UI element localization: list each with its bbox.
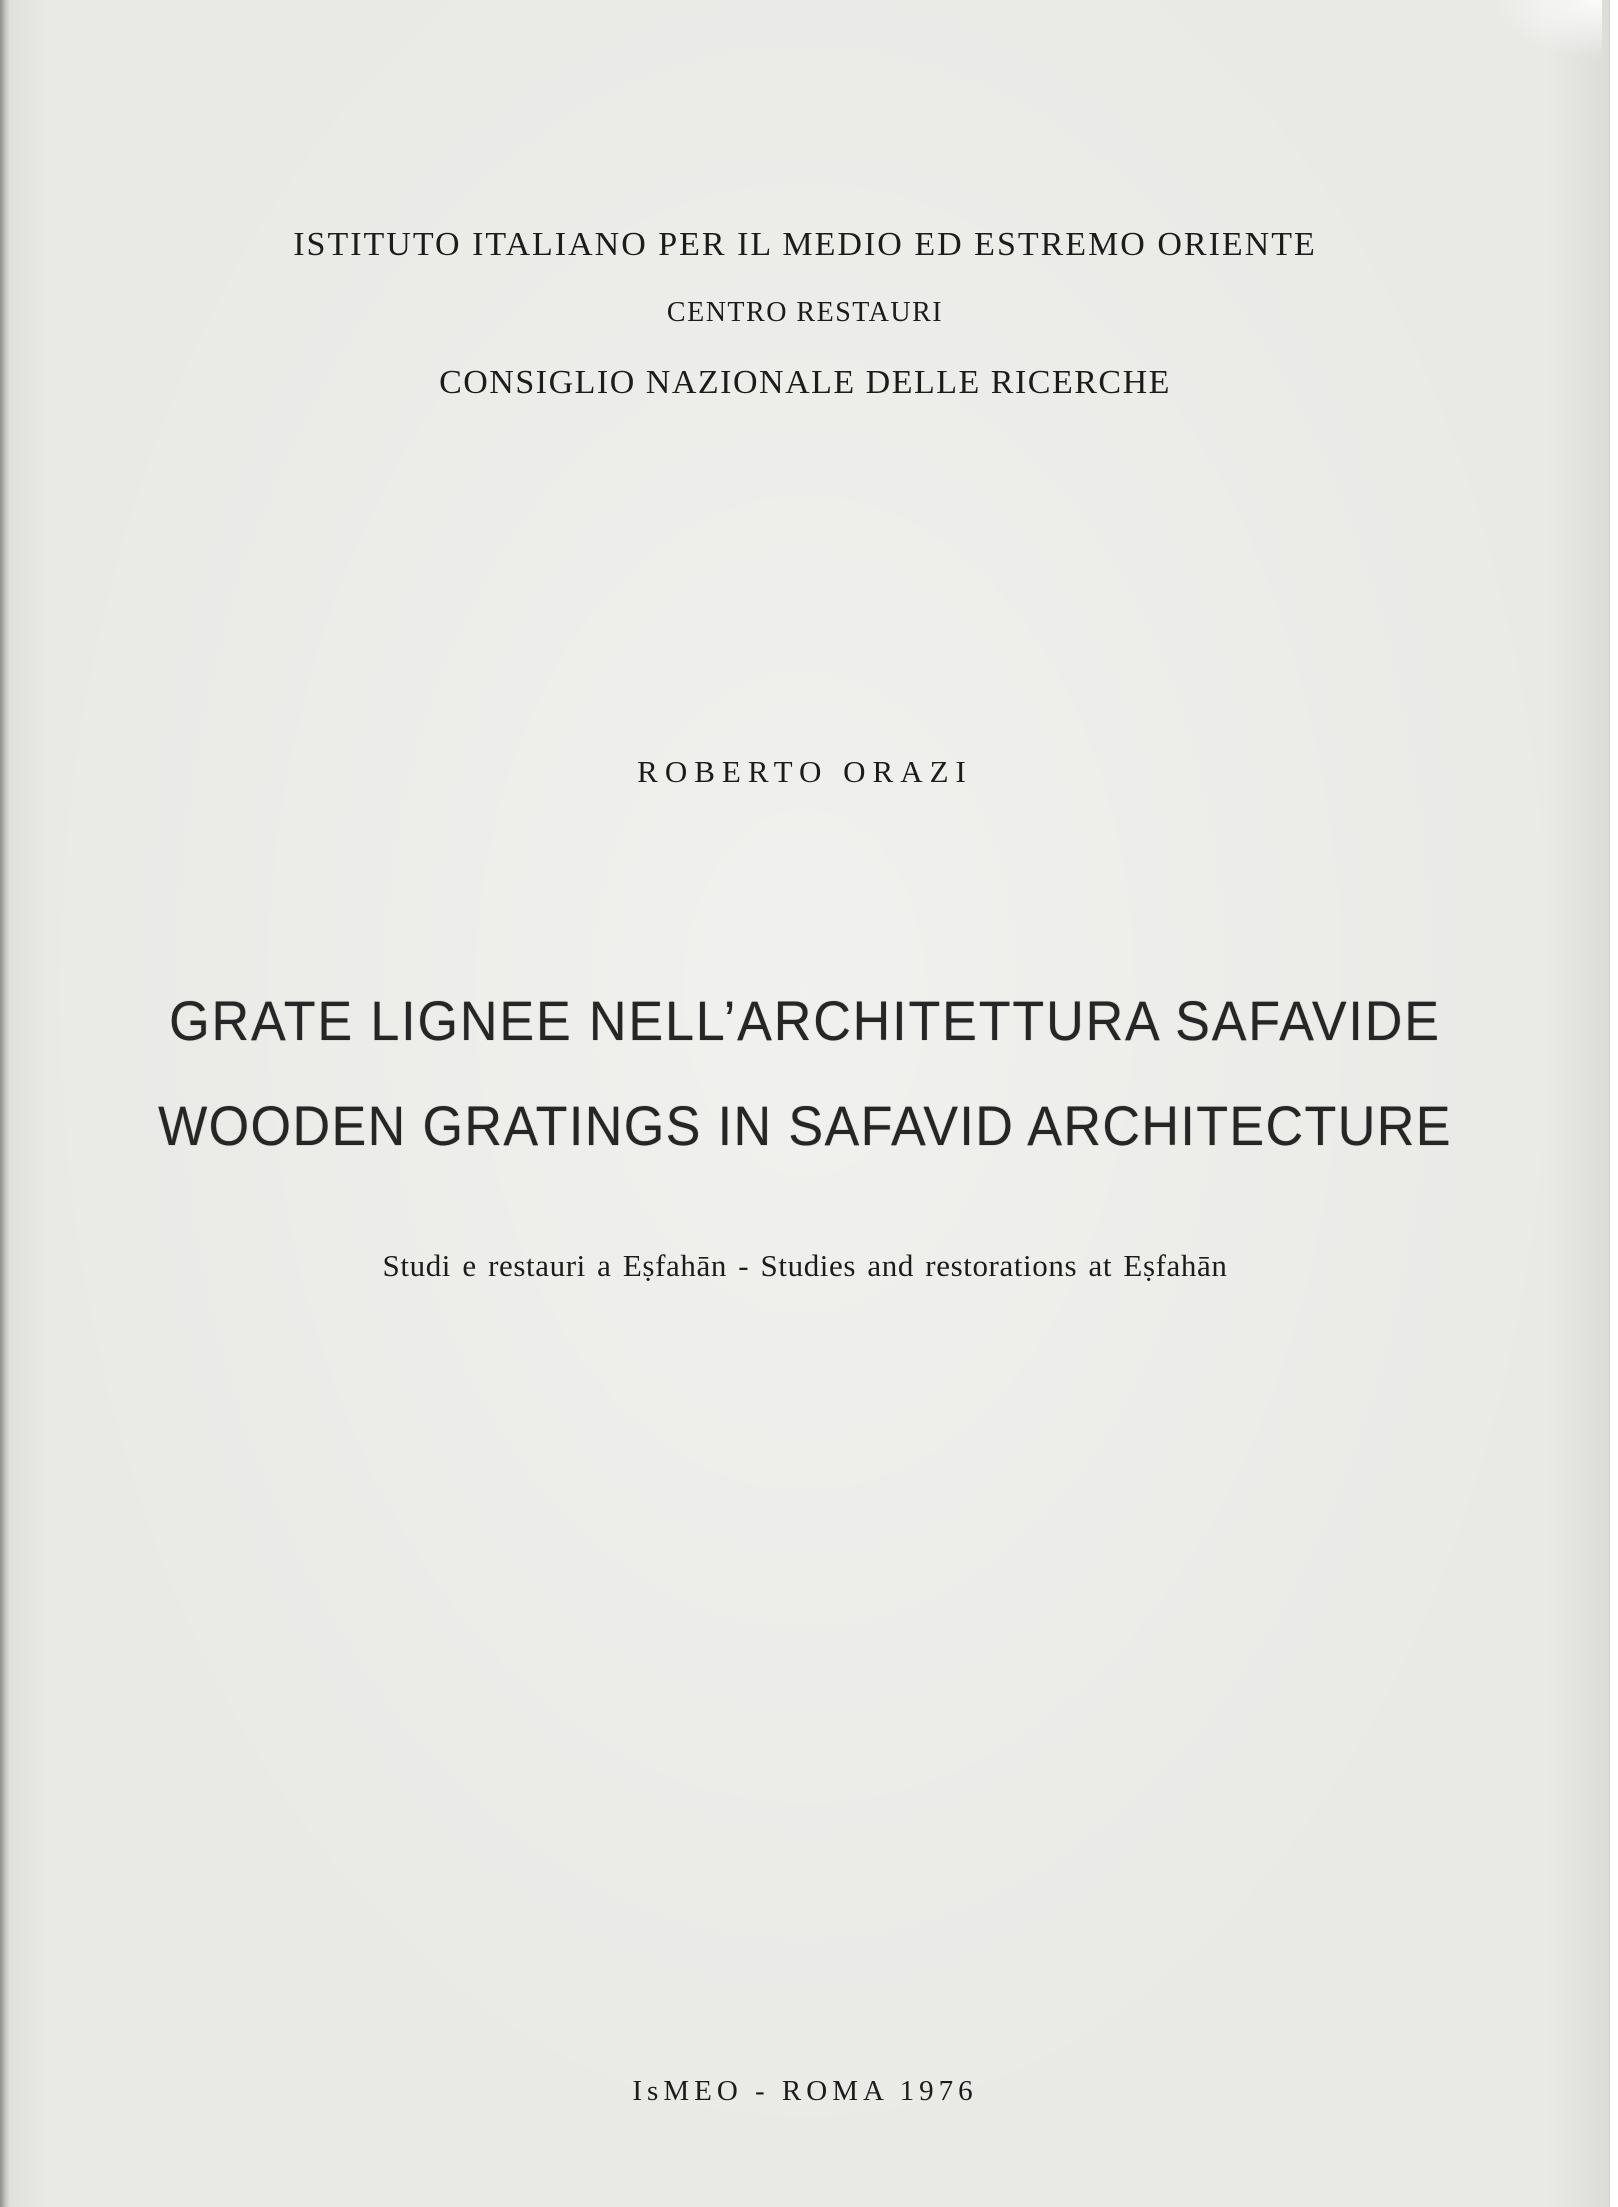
subtitle: Studi e restauri a Eṣfahān - Studies and restorations at Eṣfahān (382, 1248, 1228, 1283)
page-right-margin (1609, 0, 1618, 2207)
title-italian: GRATE LIGNEE NELL’ARCHITETTURA SAFAVIDE (169, 989, 1441, 1052)
author-name: ROBERTO ORAZI (637, 754, 973, 789)
page-corner-highlight (1492, 0, 1602, 60)
page-left-edge-shadow (0, 0, 10, 2207)
institution-line-2: CENTRO RESTAURI (666, 297, 944, 328)
publisher-imprint: IsMEO - ROMA 1976 (632, 2075, 978, 2107)
title-english: WOODEN GRATINGS IN SAFAVID ARCHITECTURE (158, 1094, 1452, 1157)
institution-line-1: ISTITUTO ITALIANO PER IL MEDIO ED ESTREMO ORIENTE (293, 226, 1317, 263)
institution-line-3: CONSIGLIO NAZIONALE DELLE RICERCHE (439, 364, 1171, 401)
